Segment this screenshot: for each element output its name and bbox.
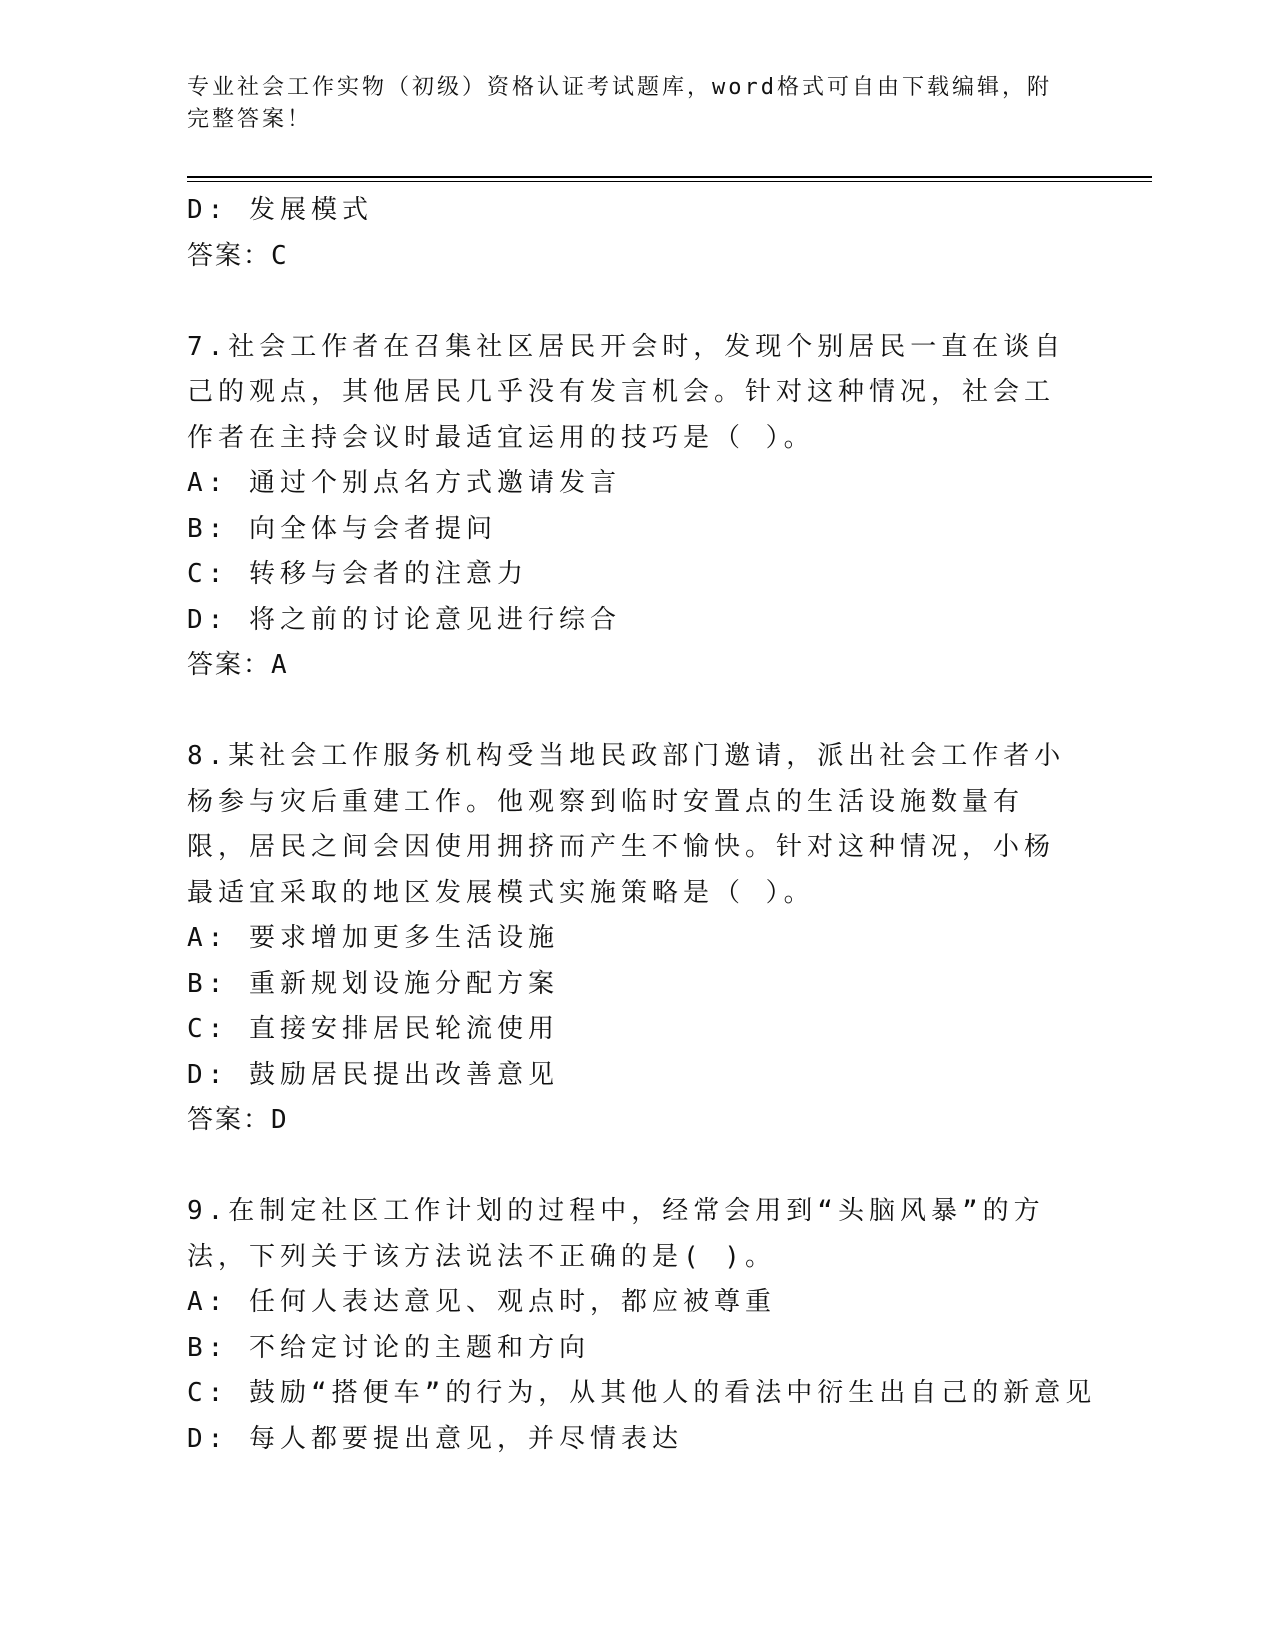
question-9-text: 9.在制定社区工作计划的过程中，经常会用到“头脑风暴”的方法，下列关于该方法说法不正确的是( )。 [187, 1196, 1045, 1272]
question-7-option-c: C: 转移与会者的注意力 [187, 559, 528, 589]
header-rule-thin [187, 181, 1152, 182]
question-7-option-a: A: 通过个别点名方式邀请发言 [187, 468, 621, 498]
question-7-text: 7.社会工作者在召集社区居民开会时，发现个别居民一直在谈自己的观点，其他居民几乎没有发言机会。针对这种情况，社会工作者在主持会议时最适宜运用的技巧是（ ）。 [187, 331, 1066, 453]
question-9-option-c: C: 鼓励“搭便车”的行为，从其他人的看法中衍生出自己的新意见 [187, 1378, 1097, 1408]
page-header: 专业社会工作实物（初级）资格认证考试题库，word格式可自由下载编辑，附完整答案！ [187, 75, 1052, 132]
question-8-text: 8.某社会工作服务机构受当地民政部门邀请，派出社会工作者小杨参与灾后重建工作。他观察到临时安置点的生活设施数量有限，居民之间会因使用拥挤而产生不愉快。针对这种情况，小杨最适宜采取的地区发展模式实施策略是（ ）。 [187, 741, 1066, 908]
question-9-option-b: B: 不给定讨论的主题和方向 [187, 1332, 590, 1363]
question-9-option-d: D: 每人都要提出意见，并尽情表达 [187, 1423, 683, 1454]
spacer [187, 689, 1067, 735]
document-body [187, 188, 1097, 1462]
question-9-option-a: A: 任何人表达意见、观点时，都应被尊重 [187, 1287, 776, 1317]
question-7-option-b: B: 向全体与会者提问 [187, 513, 497, 544]
prev-answer: 答案：C [187, 240, 289, 271]
spacer [187, 279, 1067, 325]
prev-option-d: D: 发展模式 [187, 195, 373, 225]
question-8-option-d: D: 鼓励居民提出改善意见 [187, 1059, 559, 1090]
spacer [187, 1144, 1067, 1190]
question-8-option-a: A: 要求增加更多生活设施 [187, 923, 559, 953]
question-8-answer: 答案：D [187, 1105, 289, 1135]
question-7-answer: 答案：A [187, 650, 289, 680]
header-rule-thick [187, 176, 1152, 178]
question-8-option-b: B: 重新规划设施分配方案 [187, 968, 559, 999]
question-8-option-c: C: 直接安排居民轮流使用 [187, 1014, 559, 1044]
question-7-option-d: D: 将之前的讨论意见进行综合 [187, 604, 621, 635]
